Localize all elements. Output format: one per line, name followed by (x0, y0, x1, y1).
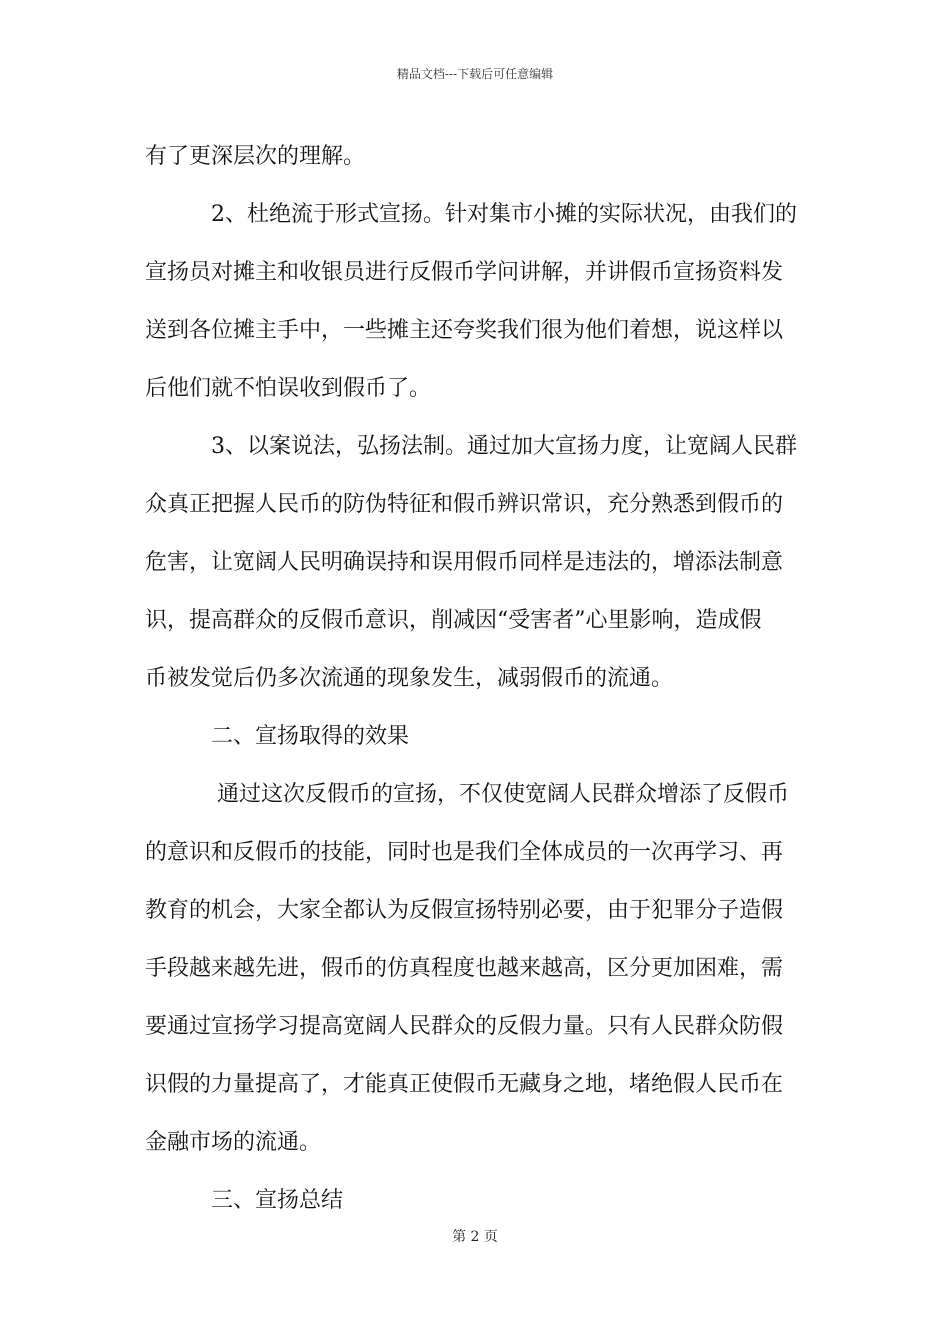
text-line: 宣扬员对摊主和收银员进行反假币学问讲解，并讲假币宣扬资料发 (145, 260, 784, 285)
text-line: 教育的机会，大家全都认为反假宣扬特别必要，由于犯罪分子造假 (145, 898, 784, 923)
text-line: 众真正把握人民币的防伪特征和假币辨识常识，充分熟悉到假币的 (145, 492, 784, 517)
text-line: 要通过宣扬学习提高宽阔人民群众的反假力量。只有人民群众防假 (145, 1014, 784, 1039)
text-line: 危害，让宽阔人民明确误持和误用假币同样是违法的，增添法制意 (145, 550, 784, 575)
paragraph-start-line: 2、杜绝流于形式宣扬。针对集市小摊的实际状况，由我们的 (211, 202, 797, 227)
page-header: 精品文档---下载后可任意编辑 (396, 67, 554, 81)
text-line: 后他们就不怕误收到假币了。 (145, 376, 432, 401)
section-heading: 二、宣扬取得的效果 (211, 724, 410, 749)
text-line: 币被发觉后仍多次流通的现象发生，减弱假币的流通。 (145, 666, 674, 691)
paragraph-start-line: 3、以案说法，弘扬法制。通过加大宣扬力度，让宽阔人民群 (211, 434, 797, 459)
section-heading: 三、宣扬总结 (211, 1188, 344, 1213)
text-line: 有了更深层次的理解。 (145, 144, 366, 169)
text-line: 的意识和反假币的技能，同时也是我们全体成员的一次再学习、再 (145, 840, 784, 865)
text-line: 手段越来越先进，假币的仿真程度也越来越高，区分更加困难，需 (145, 956, 784, 981)
page-number: 第 2 页 (452, 1229, 498, 1245)
document-body (145, 128, 807, 1230)
paragraph-start-line: 通过这次反假币的宣扬，不仅使宽阔人民群众增添了反假币 (217, 782, 790, 807)
text-line: 送到各位摊主手中，一些摊主还夸奖我们很为他们着想，说这样以 (145, 318, 784, 343)
text-line: 金融市场的流通。 (145, 1130, 322, 1155)
text-line: 识，提高群众的反假币意识，削减因“受害者”心里影响，造成假 (145, 608, 762, 633)
text-line: 识假的力量提高了，才能真正使假币无藏身之地，堵绝假人民币在 (145, 1072, 784, 1097)
